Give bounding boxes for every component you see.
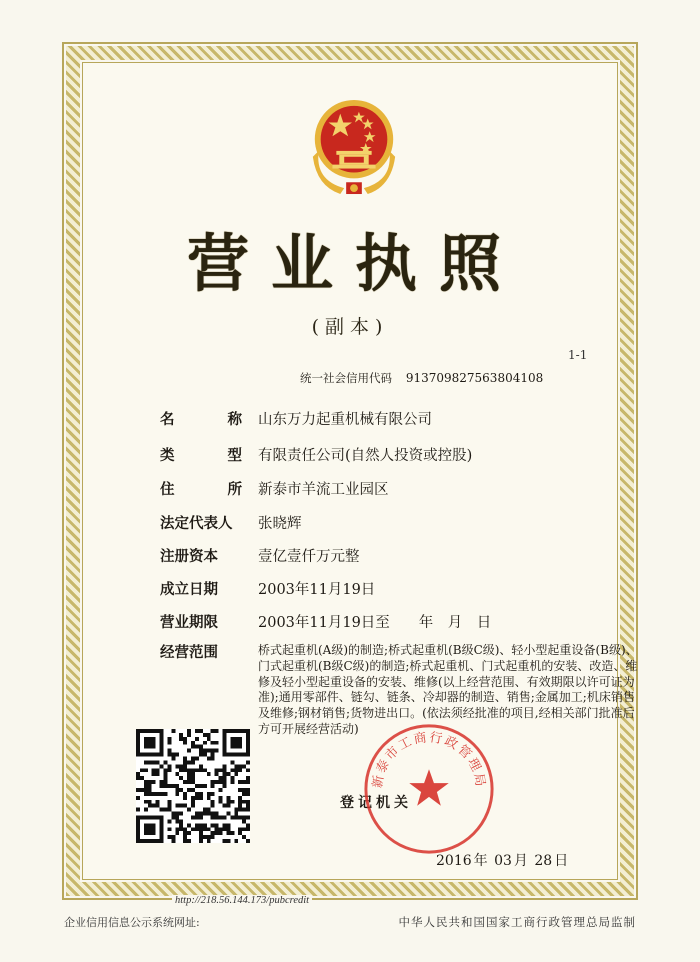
credit-code-value: 913709827563804108 [405,371,544,385]
seal-text: 新泰市工商行政管理局 [370,730,488,790]
field-value: 张晓辉 [258,516,302,532]
license-subtitle: (副本) [311,316,389,338]
license-title: 营业执照 [186,227,523,300]
field-label: 成立日期 [160,582,218,598]
qr-code [136,729,250,843]
footer-right: 中华人民共和国国家工商行政管理总局监制 [398,915,636,929]
national-emblem-icon [305,92,403,200]
official-seal [360,720,498,858]
page-number: 1-1 [568,348,588,362]
footer-left: 企业信用信息公示系统网址: [64,916,200,929]
field-label: 住 所 [160,482,242,498]
field-label: 经营范围 [160,645,218,661]
seal-star-icon [409,769,448,805]
credit-code-label: 统一社会信用代码 [300,371,392,385]
credit-code-row [300,370,543,386]
field-label: 类 型 [160,448,242,464]
public-url[interactable]: http://218.56.144.173/pubcredit [172,895,312,906]
field-value: 新泰市羊流工业园区 [258,482,389,498]
field-label: 名 称 [160,412,242,428]
registration-authority: 登记机关 [340,795,412,811]
field-value: 2003年11月19日 [258,582,376,598]
field-label: 营业期限 [160,615,218,631]
field-value: 桥式起重机(A级)的制造;桥式起重机(B级C级)、轻小型起重设备(B级)、门式起重机(B级C级)的制造;桥式起重机、门式起重机的安装、改造、维修及轻小型起重设备的安装、维修(以上经营范围、有效期限以许可证为准);通用零部件、链勾、链条、冷却器的制造、销售;金属加工;机床销售及维修;钢材销售;货物进出口。(依法须经批准的项目,经相关部门批准后方可开展经营活动) [258,643,638,736]
field-value: 2003年11月19日至 年 月 日 [258,615,492,631]
issue-date: 2016 年 03 月 28 日 [436,853,569,869]
field-value: 有限责任公司(自然人投资或控股) [258,448,473,464]
field-label: 注册资本 [160,549,218,565]
field-value: 壹亿壹仟万元整 [258,549,360,565]
field-label: 法定代表人 [160,516,233,532]
field-value: 山东万力起重机械有限公司 [258,412,432,428]
